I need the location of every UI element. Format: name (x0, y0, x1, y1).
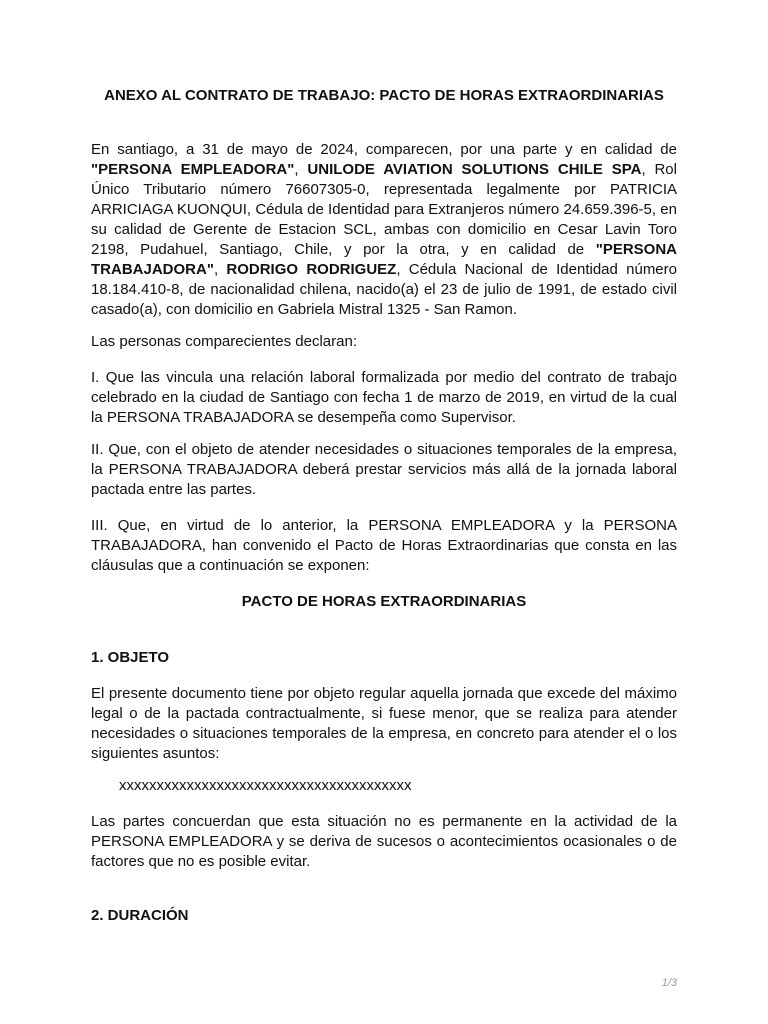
page-number: 1/3 (661, 977, 677, 989)
placeholder-line: xxxxxxxxxxxxxxxxxxxxxxxxxxxxxxxxxxxxxxx (119, 777, 412, 794)
intro-text-4: , (213, 261, 227, 278)
clause-i: I. Que las vincula una relación laboral formalizada por medio del contrato de trabajo celebrado en la ciudad de Santiago con fecha 1 de marzo de 2019, en virtud de la cual la PERSONA TRABAJADORA se desempeña como Supervisor. (91, 369, 677, 426)
employer-label: "PERSONA EMPLEADORA" (91, 161, 295, 178)
document-title: ANEXO AL CONTRATO DE TRABAJO: PACTO DE HORAS EXTRAORDINARIAS (104, 87, 664, 104)
declaration-line: Las personas comparecientes declaran: (91, 333, 357, 350)
intro-paragraph (91, 140, 677, 320)
section-1-text-2: Las partes concuerdan que esta situación no es permanente en la actividad de la PERSONA EMPLEADORA y se deriva de sucesos o acontecimientos ocasionales o de factores que no es posible evitar. (91, 813, 677, 870)
clause-ii: II. Que, con el objeto de atender necesidades o situaciones temporales de la empresa, la PERSONA TRABAJADORA deberá prestar servicios más allá de la jornada laboral pactada entre las partes. (91, 441, 677, 498)
section-2-heading: 2. DURACIÓN (91, 907, 189, 924)
section-subtitle: PACTO DE HORAS EXTRAORDINARIAS (241, 593, 527, 610)
intro-text-3: , Rol Único Tributario número 76607305-0, representada legalmente por PATRICIA ARRICIAGA KUONQUI, Cédula de Identidad para Extranjeros número 24.659.396-5, en su calidad de Gerente de Estacion SCL, ambas con domicilio en Cesar Lavin Toro 2198, Pudahuel, Santiago, Chile, y por la otra, y en calidad de (91, 161, 677, 258)
clause-iii: III. Que, en virtud de lo anterior, la PERSONA EMPLEADORA y la PERSONA TRABAJADORA, han convenido el Pacto de Horas Extraordinarias que consta en las cláusulas que a continuación se exponen: (91, 517, 677, 574)
worker-label: "PERSONA TRABAJADORA" (91, 241, 677, 278)
intro-text-1: En santiago, a 31 de mayo de 2024, comparecen, por una parte y en calidad de (91, 141, 677, 158)
section-1-text: El presente documento tiene por objeto regular aquella jornada que excede del máximo legal o de la pactada contractualmente, si fuese menor, que se realiza para atender necesidades o situaciones temporales de la empresa, en concreto para atender el o los siguientes asuntos: (91, 685, 677, 762)
employer-name: UNILODE AVIATION SOLUTIONS CHILE SPA (307, 161, 642, 178)
intro-text-2: , (294, 161, 308, 178)
intro-text-5: , Cédula Nacional de Identidad número 18.184.410-8, de nacionalidad chilena, nacido(a) el 23 de julio de 1991, de estado civil casado(a), con domicilio en Gabriela Mistral 1325 - San Ramon. (91, 261, 677, 318)
document-page (91, 0, 677, 1024)
section-1-heading: 1. OBJETO (91, 649, 170, 666)
worker-name: RODRIGO RODRIGUEZ (226, 261, 397, 278)
